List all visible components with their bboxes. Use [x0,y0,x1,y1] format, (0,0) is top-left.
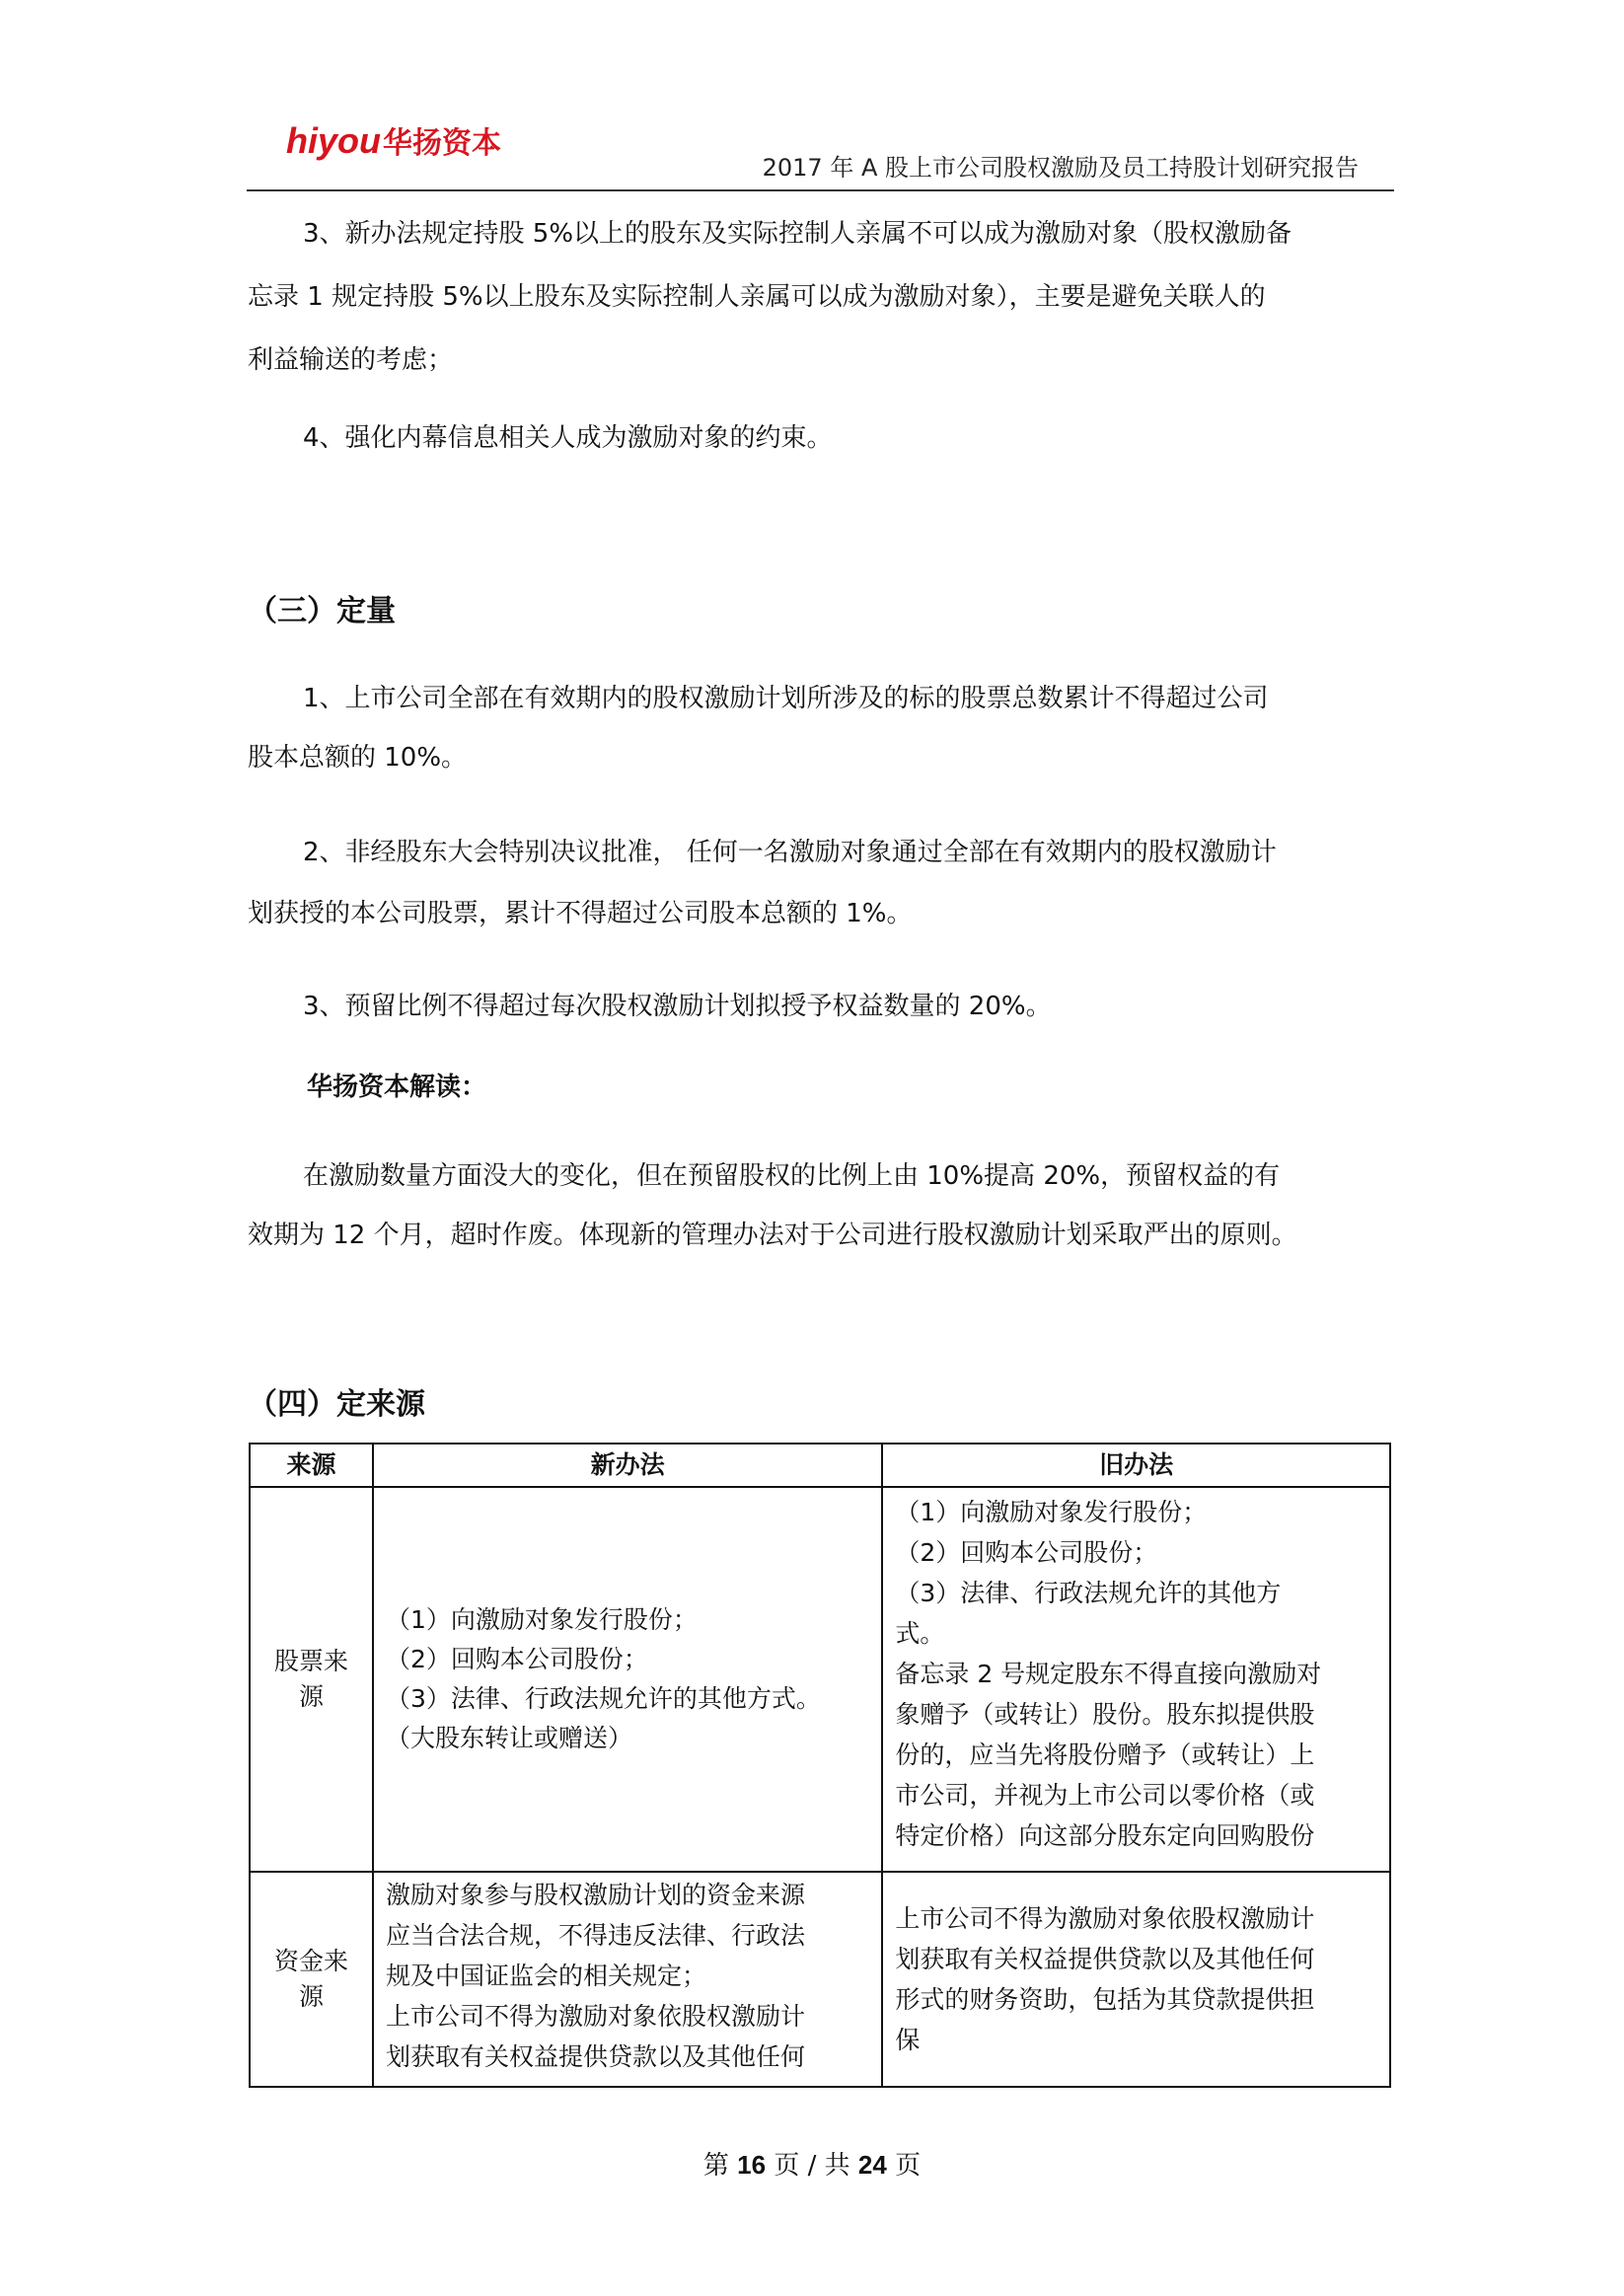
column-header-new-rules: 新办法 [373,1444,882,1487]
cell-old-stock-source [882,1487,1390,1872]
text-line: 2、非经股东大会特别决议批准， 任何一名激励对象通过全部在有效期内的股权激励计 [303,838,1277,867]
column-header-old-rules: 旧办法 [882,1444,1390,1487]
cell-text: （1）向激励对象发行股份； [385,1605,698,1634]
table-row [250,1872,1390,2087]
cell-text: 特定价格）向这部分股东定向回购股份 [895,1821,1315,1850]
table-row [250,1487,1390,1872]
text-line: 忘录 1 规定持股 5%以上股东及实际控制人亲属可以成为激励对象），主要是避免关联人的 [248,282,1266,312]
cell-text: 式。 [895,1619,945,1648]
paragraph-exclusion-3 [248,209,1392,399]
section-heading-source: （四）定来源 [248,1387,425,1422]
paragraph-quantity-2 [248,837,1392,929]
paragraph-exclusion-4 [248,422,1392,454]
text-line: 3、预留比例不得超过每次股权激励计划拟授予权益数量的 20%。 [303,992,1052,1021]
cell-text: 保 [895,2026,921,2054]
cell-text: 备忘录 2 号规定股东不得直接向激励对 [895,1660,1322,1688]
text-line: 效期为 12 个月，超时作废。体现新的管理办法对于公司进行股权激励计划采取严出的原则。 [248,1221,1297,1250]
source-comparison-table [249,1443,1391,2088]
page-footer [0,2145,1624,2182]
text-line: 1、上市公司全部在有效期内的股权激励计划所涉及的标的股票总数累计不得超过公司 [303,684,1269,713]
cell-text: 象赠予（或转让）股份。股东拟提供股 [895,1700,1315,1729]
text-line: 在激励数量方面没大的变化，但在预留股权的比例上由 10%提高 20%，预留权益的有 [303,1161,1281,1191]
page-header [247,118,1394,191]
footer-suffix: 页 [895,2151,922,2181]
text-line: 划获授的本公司股票，累计不得超过公司股本总额的 1%。 [248,899,913,928]
cell-text: （大股东转让或赠送） [385,1724,632,1752]
cell-text: 资金来 [273,1947,348,1975]
cell-text: 划获取有关权益提供贷款以及其他任何 [895,1945,1315,1973]
paragraph-quantity-1 [248,683,1392,774]
logo-latin: hiyou [286,120,381,161]
cell-text: 源 [298,1982,324,2011]
table-header-row [250,1444,1390,1487]
footer-prefix: 第 [702,2151,729,2181]
current-page-number: 16 [737,2150,767,2180]
paragraph-interpretation [248,1160,1392,1251]
cell-text: （3）法律、行政法规允许的其他方式。 [385,1684,821,1713]
cell-new-fund-source [373,1872,882,2087]
cell-text: 源 [298,1682,324,1711]
logo-chinese: 华扬资本 [383,127,501,160]
cell-text: 激励对象参与股权激励计划的资金来源 [385,1881,805,1909]
company-logo [286,118,501,162]
cell-new-stock-source [373,1487,882,1872]
cell-text: 规及中国证监会的相关规定； [385,1962,706,1990]
cell-text: 上市公司不得为激励对象依股权激励计 [385,2002,805,2031]
row-label-stock-source [250,1487,373,1872]
cell-text: 市公司，并视为上市公司以零价格（或 [895,1781,1315,1810]
cell-text: 份的，应当先将股份赠予（或转让）上 [895,1741,1315,1769]
cell-text: 划获取有关权益提供贷款以及其他任何 [385,2042,805,2071]
cell-text: 股票来 [273,1647,348,1675]
cell-text: （2）回购本公司股份； [895,1538,1158,1567]
row-label-fund-source [250,1872,373,2087]
cell-text: （3）法律、行政法规允许的其他方 [895,1579,1282,1607]
report-title: 2017 年 A 股上市公司股权激励及员工持股计划研究报告 [762,154,1359,182]
total-page-count: 24 [857,2150,887,2180]
cell-text: 上市公司不得为激励对象依股权激励计 [895,1904,1315,1933]
text-line: 3、新办法规定持股 5%以上的股东及实际控制人亲属不可以成为激励对象（股权激励备 [303,219,1292,249]
cell-text: （2）回购本公司股份； [385,1645,648,1673]
cell-text: 应当合法合规，不得违反法律、行政法 [385,1921,805,1950]
section-heading-quantity: （三）定量 [248,594,396,629]
cell-old-fund-source [882,1872,1390,2087]
interpretation-label: 华扬资本解读： [307,1073,487,1102]
column-header-source: 来源 [250,1444,373,1487]
footer-middle: 页 / 共 [774,2151,850,2181]
cell-text: （1）向激励对象发行股份； [895,1498,1208,1526]
text-line: 4、强化内幕信息相关人成为激励对象的约束。 [303,423,833,453]
cell-text: 形式的财务资助，包括为其贷款提供担 [895,1985,1315,2014]
text-line: 股本总额的 10%。 [248,743,468,773]
paragraph-quantity-3 [248,991,1392,1022]
text-line: 利益输送的考虑； [248,345,454,375]
